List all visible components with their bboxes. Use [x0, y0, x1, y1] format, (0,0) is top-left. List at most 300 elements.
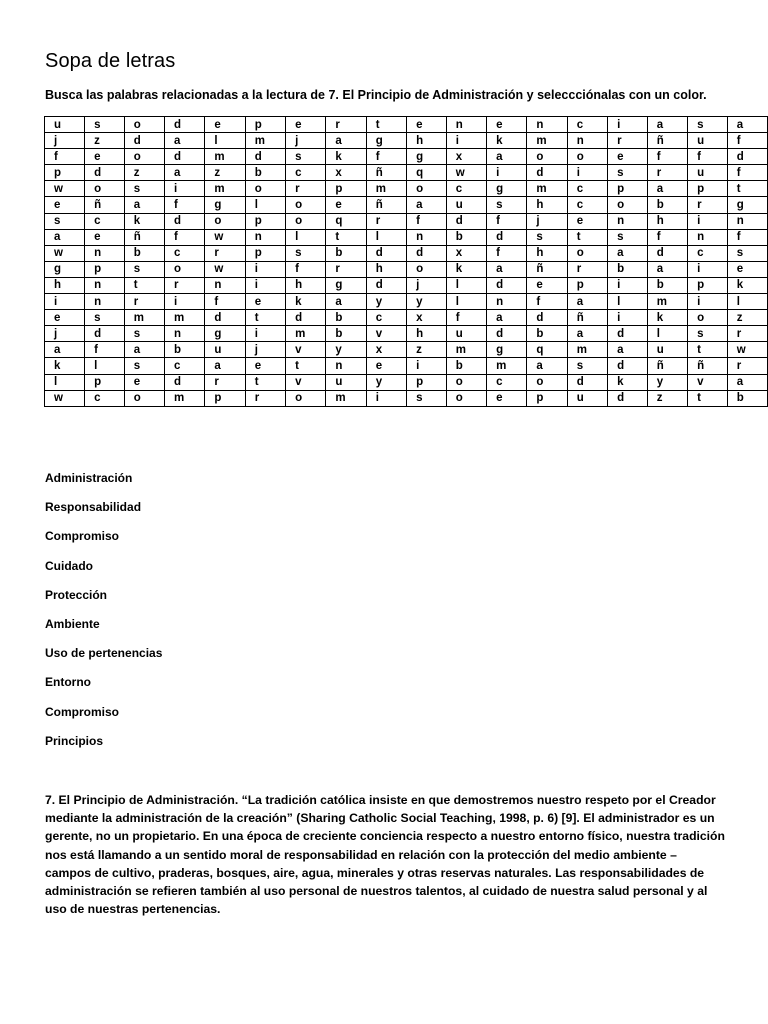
grid-cell: r: [727, 358, 767, 374]
grid-cell: d: [527, 165, 567, 181]
grid-cell: q: [527, 342, 567, 358]
grid-cell: i: [366, 390, 406, 406]
grid-cell: n: [326, 358, 366, 374]
grid-cell: m: [165, 310, 205, 326]
grid-cell: o: [286, 213, 326, 229]
grid-cell: i: [165, 181, 205, 197]
grid-cell: f: [407, 213, 447, 229]
grid-cell: z: [727, 310, 767, 326]
grid-cell: w: [727, 342, 767, 358]
grid-cell: o: [165, 261, 205, 277]
grid-cell: g: [326, 277, 366, 293]
grid-cell: v: [286, 374, 326, 390]
grid-cell: f: [446, 310, 486, 326]
grid-cell: d: [487, 229, 527, 245]
grid-cell: ñ: [567, 310, 607, 326]
grid-cell: b: [527, 326, 567, 342]
grid-cell: r: [326, 261, 366, 277]
grid-cell: u: [446, 326, 486, 342]
grid-cell: a: [487, 261, 527, 277]
grid-cell: l: [205, 133, 245, 149]
grid-cell: d: [608, 390, 648, 406]
grid-cell: s: [688, 326, 728, 342]
grid-cell: y: [326, 342, 366, 358]
grid-cell: v: [286, 342, 326, 358]
grid-cell: e: [407, 117, 447, 133]
word-list: [45, 470, 162, 762]
grid-row: [45, 117, 768, 133]
grid-cell: ñ: [366, 197, 406, 213]
grid-cell: o: [286, 197, 326, 213]
grid-cell: t: [326, 229, 366, 245]
grid-cell: ñ: [124, 229, 164, 245]
grid-cell: n: [85, 277, 125, 293]
grid-cell: o: [124, 117, 164, 133]
grid-row: [45, 358, 768, 374]
grid-cell: o: [446, 374, 486, 390]
grid-cell: w: [45, 181, 85, 197]
grid-cell: f: [727, 229, 767, 245]
grid-cell: p: [85, 261, 125, 277]
grid-cell: o: [124, 149, 164, 165]
grid-cell: l: [366, 229, 406, 245]
grid-cell: c: [567, 117, 607, 133]
grid-cell: d: [366, 245, 406, 261]
grid-cell: a: [608, 342, 648, 358]
grid-cell: p: [245, 117, 285, 133]
grid-cell: i: [608, 277, 648, 293]
grid-cell: c: [286, 165, 326, 181]
grid-cell: n: [727, 213, 767, 229]
grid-cell: m: [205, 181, 245, 197]
grid-row: [45, 390, 768, 406]
grid-cell: o: [245, 181, 285, 197]
grid-cell: d: [165, 149, 205, 165]
grid-cell: f: [727, 133, 767, 149]
grid-cell: m: [124, 310, 164, 326]
grid-cell: d: [245, 149, 285, 165]
grid-cell: e: [85, 149, 125, 165]
grid-cell: c: [688, 245, 728, 261]
grid-cell: a: [567, 294, 607, 310]
grid-row: [45, 294, 768, 310]
grid-cell: l: [85, 358, 125, 374]
grid-cell: i: [688, 261, 728, 277]
grid-cell: a: [124, 342, 164, 358]
grid-cell: n: [608, 213, 648, 229]
grid-cell: k: [286, 294, 326, 310]
grid-cell: o: [527, 374, 567, 390]
grid-cell: i: [608, 310, 648, 326]
grid-cell: p: [608, 181, 648, 197]
grid-cell: t: [688, 390, 728, 406]
grid-cell: e: [85, 229, 125, 245]
grid-cell: e: [286, 117, 326, 133]
grid-cell: t: [567, 229, 607, 245]
grid-cell: y: [366, 294, 406, 310]
grid-cell: a: [205, 358, 245, 374]
grid-cell: c: [446, 181, 486, 197]
grid-cell: h: [407, 326, 447, 342]
grid-cell: r: [205, 245, 245, 261]
grid-row: [45, 310, 768, 326]
grid-cell: h: [45, 277, 85, 293]
grid-cell: u: [688, 165, 728, 181]
grid-cell: d: [205, 310, 245, 326]
grid-cell: l: [608, 294, 648, 310]
grid-cell: e: [205, 117, 245, 133]
grid-cell: h: [647, 213, 687, 229]
grid-cell: x: [446, 149, 486, 165]
grid-cell: r: [647, 165, 687, 181]
word-list-item: Compromiso: [45, 529, 120, 544]
grid-row: [45, 149, 768, 165]
grid-cell: r: [326, 117, 366, 133]
grid-cell: d: [85, 165, 125, 181]
grid-cell: o: [407, 261, 447, 277]
grid-cell: r: [245, 390, 285, 406]
grid-cell: s: [124, 326, 164, 342]
grid-cell: n: [85, 245, 125, 261]
grid-cell: j: [527, 213, 567, 229]
grid-cell: f: [527, 294, 567, 310]
grid-row: [45, 165, 768, 181]
grid-cell: p: [85, 374, 125, 390]
grid-row: [45, 277, 768, 293]
grid-cell: i: [487, 165, 527, 181]
grid-cell: z: [85, 133, 125, 149]
grid-cell: c: [567, 197, 607, 213]
grid-cell: s: [407, 390, 447, 406]
grid-cell: b: [124, 245, 164, 261]
grid-cell: d: [124, 133, 164, 149]
grid-cell: n: [567, 133, 607, 149]
grid-cell: b: [446, 358, 486, 374]
grid-cell: b: [326, 310, 366, 326]
word-list-item: Compromiso: [45, 704, 120, 719]
grid-cell: e: [124, 374, 164, 390]
grid-cell: e: [608, 149, 648, 165]
grid-cell: c: [85, 390, 125, 406]
grid-cell: f: [205, 294, 245, 310]
grid-cell: j: [245, 342, 285, 358]
grid-cell: o: [527, 149, 567, 165]
grid-cell: p: [688, 181, 728, 197]
grid-cell: k: [608, 374, 648, 390]
grid-cell: m: [366, 181, 406, 197]
grid-cell: i: [446, 133, 486, 149]
grid-cell: s: [124, 358, 164, 374]
word-list-item: Responsabilidad: [45, 500, 142, 515]
word-search-grid: [44, 116, 768, 407]
grid-cell: e: [45, 197, 85, 213]
grid-cell: c: [165, 358, 205, 374]
grid-cell: f: [487, 245, 527, 261]
grid-cell: a: [727, 117, 767, 133]
grid-cell: m: [326, 390, 366, 406]
grid-cell: k: [727, 277, 767, 293]
grid-cell: n: [205, 277, 245, 293]
grid-cell: u: [567, 390, 607, 406]
grid-cell: m: [487, 358, 527, 374]
word-list-item: Entorno: [45, 675, 91, 690]
grid-cell: d: [446, 213, 486, 229]
grid-cell: w: [205, 261, 245, 277]
grid-cell: t: [286, 358, 326, 374]
grid-cell: i: [245, 261, 285, 277]
grid-cell: j: [407, 277, 447, 293]
grid-cell: b: [647, 277, 687, 293]
reading-paragraph: 7. El Principio de Administración. “La tradición católica insiste en que demostremos nuestro respeto por el Creador mediante la administración de la creación” (Sharing Catholic Social Teaching, 1998, p. 6) [9]. El administrador es un gerente, no un propietario. En una época de creciente conciencia respecto a nuestro entorno físico, nuestra tradición nos está llamando a un sentido moral de responsabilidad en relación con la protección del medio ambiente – campos de cultivo, praderas, bosques, aire, agua, minerales y otras reservas naturales. Las responsabilidades de administración se refieren también al uso personal de nuestros talentos, al cuidado de nuestra salud personal y al uso de nuestras pertenencias.: [45, 793, 725, 917]
grid-row: [45, 342, 768, 358]
grid-cell: c: [366, 310, 406, 326]
grid-cell: l: [286, 229, 326, 245]
grid-cell: x: [446, 245, 486, 261]
grid-cell: y: [407, 294, 447, 310]
grid-cell: g: [45, 261, 85, 277]
grid-cell: r: [286, 181, 326, 197]
word-list-item: Protección: [45, 587, 108, 602]
grid-cell: a: [608, 245, 648, 261]
grid-cell: x: [407, 310, 447, 326]
grid-cell: o: [567, 245, 607, 261]
grid-cell: d: [286, 310, 326, 326]
grid-cell: p: [326, 181, 366, 197]
grid-cell: o: [205, 213, 245, 229]
grid-cell: h: [527, 197, 567, 213]
grid-cell: f: [487, 213, 527, 229]
grid-cell: w: [45, 390, 85, 406]
grid-cell: ñ: [85, 197, 125, 213]
grid-cell: m: [527, 181, 567, 197]
grid-cell: a: [45, 229, 85, 245]
grid-cell: p: [205, 390, 245, 406]
grid-cell: y: [366, 374, 406, 390]
grid-cell: d: [407, 245, 447, 261]
grid-cell: g: [205, 326, 245, 342]
grid-cell: s: [286, 245, 326, 261]
grid-cell: e: [45, 310, 85, 326]
grid-cell: r: [165, 277, 205, 293]
grid-cell: e: [567, 213, 607, 229]
grid-cell: s: [487, 197, 527, 213]
grid-cell: n: [487, 294, 527, 310]
grid-cell: b: [446, 229, 486, 245]
grid-cell: m: [446, 342, 486, 358]
grid-cell: m: [165, 390, 205, 406]
grid-cell: l: [647, 326, 687, 342]
grid-cell: u: [647, 342, 687, 358]
grid-cell: d: [608, 326, 648, 342]
grid-cell: ñ: [366, 165, 406, 181]
grid-cell: b: [647, 197, 687, 213]
grid-cell: t: [245, 374, 285, 390]
grid-cell: a: [487, 149, 527, 165]
grid-cell: n: [688, 229, 728, 245]
grid-cell: f: [165, 197, 205, 213]
grid-cell: p: [407, 374, 447, 390]
grid-cell: i: [688, 213, 728, 229]
grid-cell: i: [165, 294, 205, 310]
grid-cell: s: [688, 117, 728, 133]
grid-cell: p: [527, 390, 567, 406]
grid-cell: e: [487, 117, 527, 133]
word-list-item: Principios: [45, 733, 104, 748]
grid-cell: s: [45, 213, 85, 229]
grid-cell: a: [567, 326, 607, 342]
grid-cell: v: [366, 326, 406, 342]
grid-cell: b: [326, 326, 366, 342]
grid-row: [45, 197, 768, 213]
grid-row: [45, 245, 768, 261]
grid-cell: f: [727, 165, 767, 181]
grid-cell: d: [647, 245, 687, 261]
grid-cell: u: [45, 117, 85, 133]
grid-cell: i: [407, 358, 447, 374]
grid-cell: e: [245, 358, 285, 374]
grid-cell: v: [688, 374, 728, 390]
grid-cell: i: [688, 294, 728, 310]
grid-cell: m: [245, 133, 285, 149]
grid-cell: a: [407, 197, 447, 213]
grid-cell: u: [326, 374, 366, 390]
grid-cell: p: [688, 277, 728, 293]
grid-cell: a: [647, 117, 687, 133]
grid-cell: f: [165, 229, 205, 245]
grid-cell: s: [286, 149, 326, 165]
grid-cell: d: [567, 374, 607, 390]
grid-cell: s: [608, 165, 648, 181]
grid-cell: i: [608, 117, 648, 133]
grid-cell: ñ: [647, 133, 687, 149]
grid-cell: h: [366, 261, 406, 277]
grid-cell: k: [647, 310, 687, 326]
grid-cell: s: [85, 117, 125, 133]
grid-cell: u: [688, 133, 728, 149]
grid-cell: d: [487, 277, 527, 293]
grid-cell: a: [527, 358, 567, 374]
grid-cell: l: [446, 294, 486, 310]
grid-cell: f: [688, 149, 728, 165]
grid-cell: m: [205, 149, 245, 165]
grid-cell: e: [326, 197, 366, 213]
grid-cell: s: [124, 261, 164, 277]
grid-cell: m: [527, 133, 567, 149]
grid-cell: t: [688, 342, 728, 358]
grid-cell: g: [487, 181, 527, 197]
grid-cell: a: [165, 165, 205, 181]
grid-row: [45, 213, 768, 229]
grid-cell: t: [366, 117, 406, 133]
grid-cell: h: [407, 133, 447, 149]
grid-cell: l: [245, 197, 285, 213]
grid-cell: l: [446, 277, 486, 293]
grid-cell: t: [245, 310, 285, 326]
grid-row: [45, 261, 768, 277]
grid-cell: o: [286, 390, 326, 406]
grid-row: [45, 374, 768, 390]
grid-cell: s: [124, 181, 164, 197]
word-list-item: Administración: [45, 471, 133, 485]
grid-cell: p: [567, 277, 607, 293]
grid-cell: q: [326, 213, 366, 229]
grid-cell: ñ: [647, 358, 687, 374]
grid-row: [45, 133, 768, 149]
grid-cell: a: [326, 133, 366, 149]
grid-cell: u: [446, 197, 486, 213]
grid-cell: k: [446, 261, 486, 277]
grid-cell: z: [647, 390, 687, 406]
grid-cell: m: [647, 294, 687, 310]
grid-cell: b: [326, 245, 366, 261]
grid-cell: p: [45, 165, 85, 181]
grid-cell: m: [567, 342, 607, 358]
grid-cell: ñ: [527, 261, 567, 277]
grid-cell: k: [45, 358, 85, 374]
grid-cell: r: [727, 326, 767, 342]
grid-cell: c: [487, 374, 527, 390]
grid-row: [45, 229, 768, 245]
grid-cell: o: [124, 390, 164, 406]
grid-cell: f: [647, 229, 687, 245]
grid-cell: e: [487, 390, 527, 406]
grid-cell: i: [245, 277, 285, 293]
grid-cell: k: [326, 149, 366, 165]
grid-cell: n: [85, 294, 125, 310]
grid-cell: n: [407, 229, 447, 245]
grid-cell: f: [647, 149, 687, 165]
grid-cell: d: [487, 326, 527, 342]
grid-cell: d: [366, 277, 406, 293]
word-list-item: Cuidado: [45, 558, 93, 573]
grid-cell: ñ: [688, 358, 728, 374]
grid-cell: n: [245, 229, 285, 245]
grid-cell: d: [85, 326, 125, 342]
grid-cell: e: [527, 277, 567, 293]
grid-cell: g: [407, 149, 447, 165]
grid-cell: i: [45, 294, 85, 310]
grid-cell: b: [245, 165, 285, 181]
grid-cell: h: [286, 277, 326, 293]
grid-cell: o: [85, 181, 125, 197]
grid-cell: f: [85, 342, 125, 358]
grid-cell: a: [647, 181, 687, 197]
grid-cell: y: [647, 374, 687, 390]
grid-cell: g: [366, 133, 406, 149]
grid-cell: t: [727, 181, 767, 197]
grid-cell: k: [124, 213, 164, 229]
grid-cell: w: [205, 229, 245, 245]
grid-cell: j: [45, 133, 85, 149]
grid-cell: i: [245, 326, 285, 342]
grid-cell: p: [245, 245, 285, 261]
grid-cell: g: [205, 197, 245, 213]
grid-cell: n: [165, 326, 205, 342]
grid-cell: s: [85, 310, 125, 326]
grid-cell: c: [165, 245, 205, 261]
grid-cell: d: [165, 213, 205, 229]
grid-cell: r: [688, 197, 728, 213]
grid-cell: a: [727, 374, 767, 390]
grid-cell: t: [124, 277, 164, 293]
grid-cell: c: [85, 213, 125, 229]
grid-cell: z: [407, 342, 447, 358]
grid-cell: f: [286, 261, 326, 277]
grid-cell: g: [727, 197, 767, 213]
grid-cell: r: [205, 374, 245, 390]
grid-cell: a: [647, 261, 687, 277]
grid-row: [45, 181, 768, 197]
